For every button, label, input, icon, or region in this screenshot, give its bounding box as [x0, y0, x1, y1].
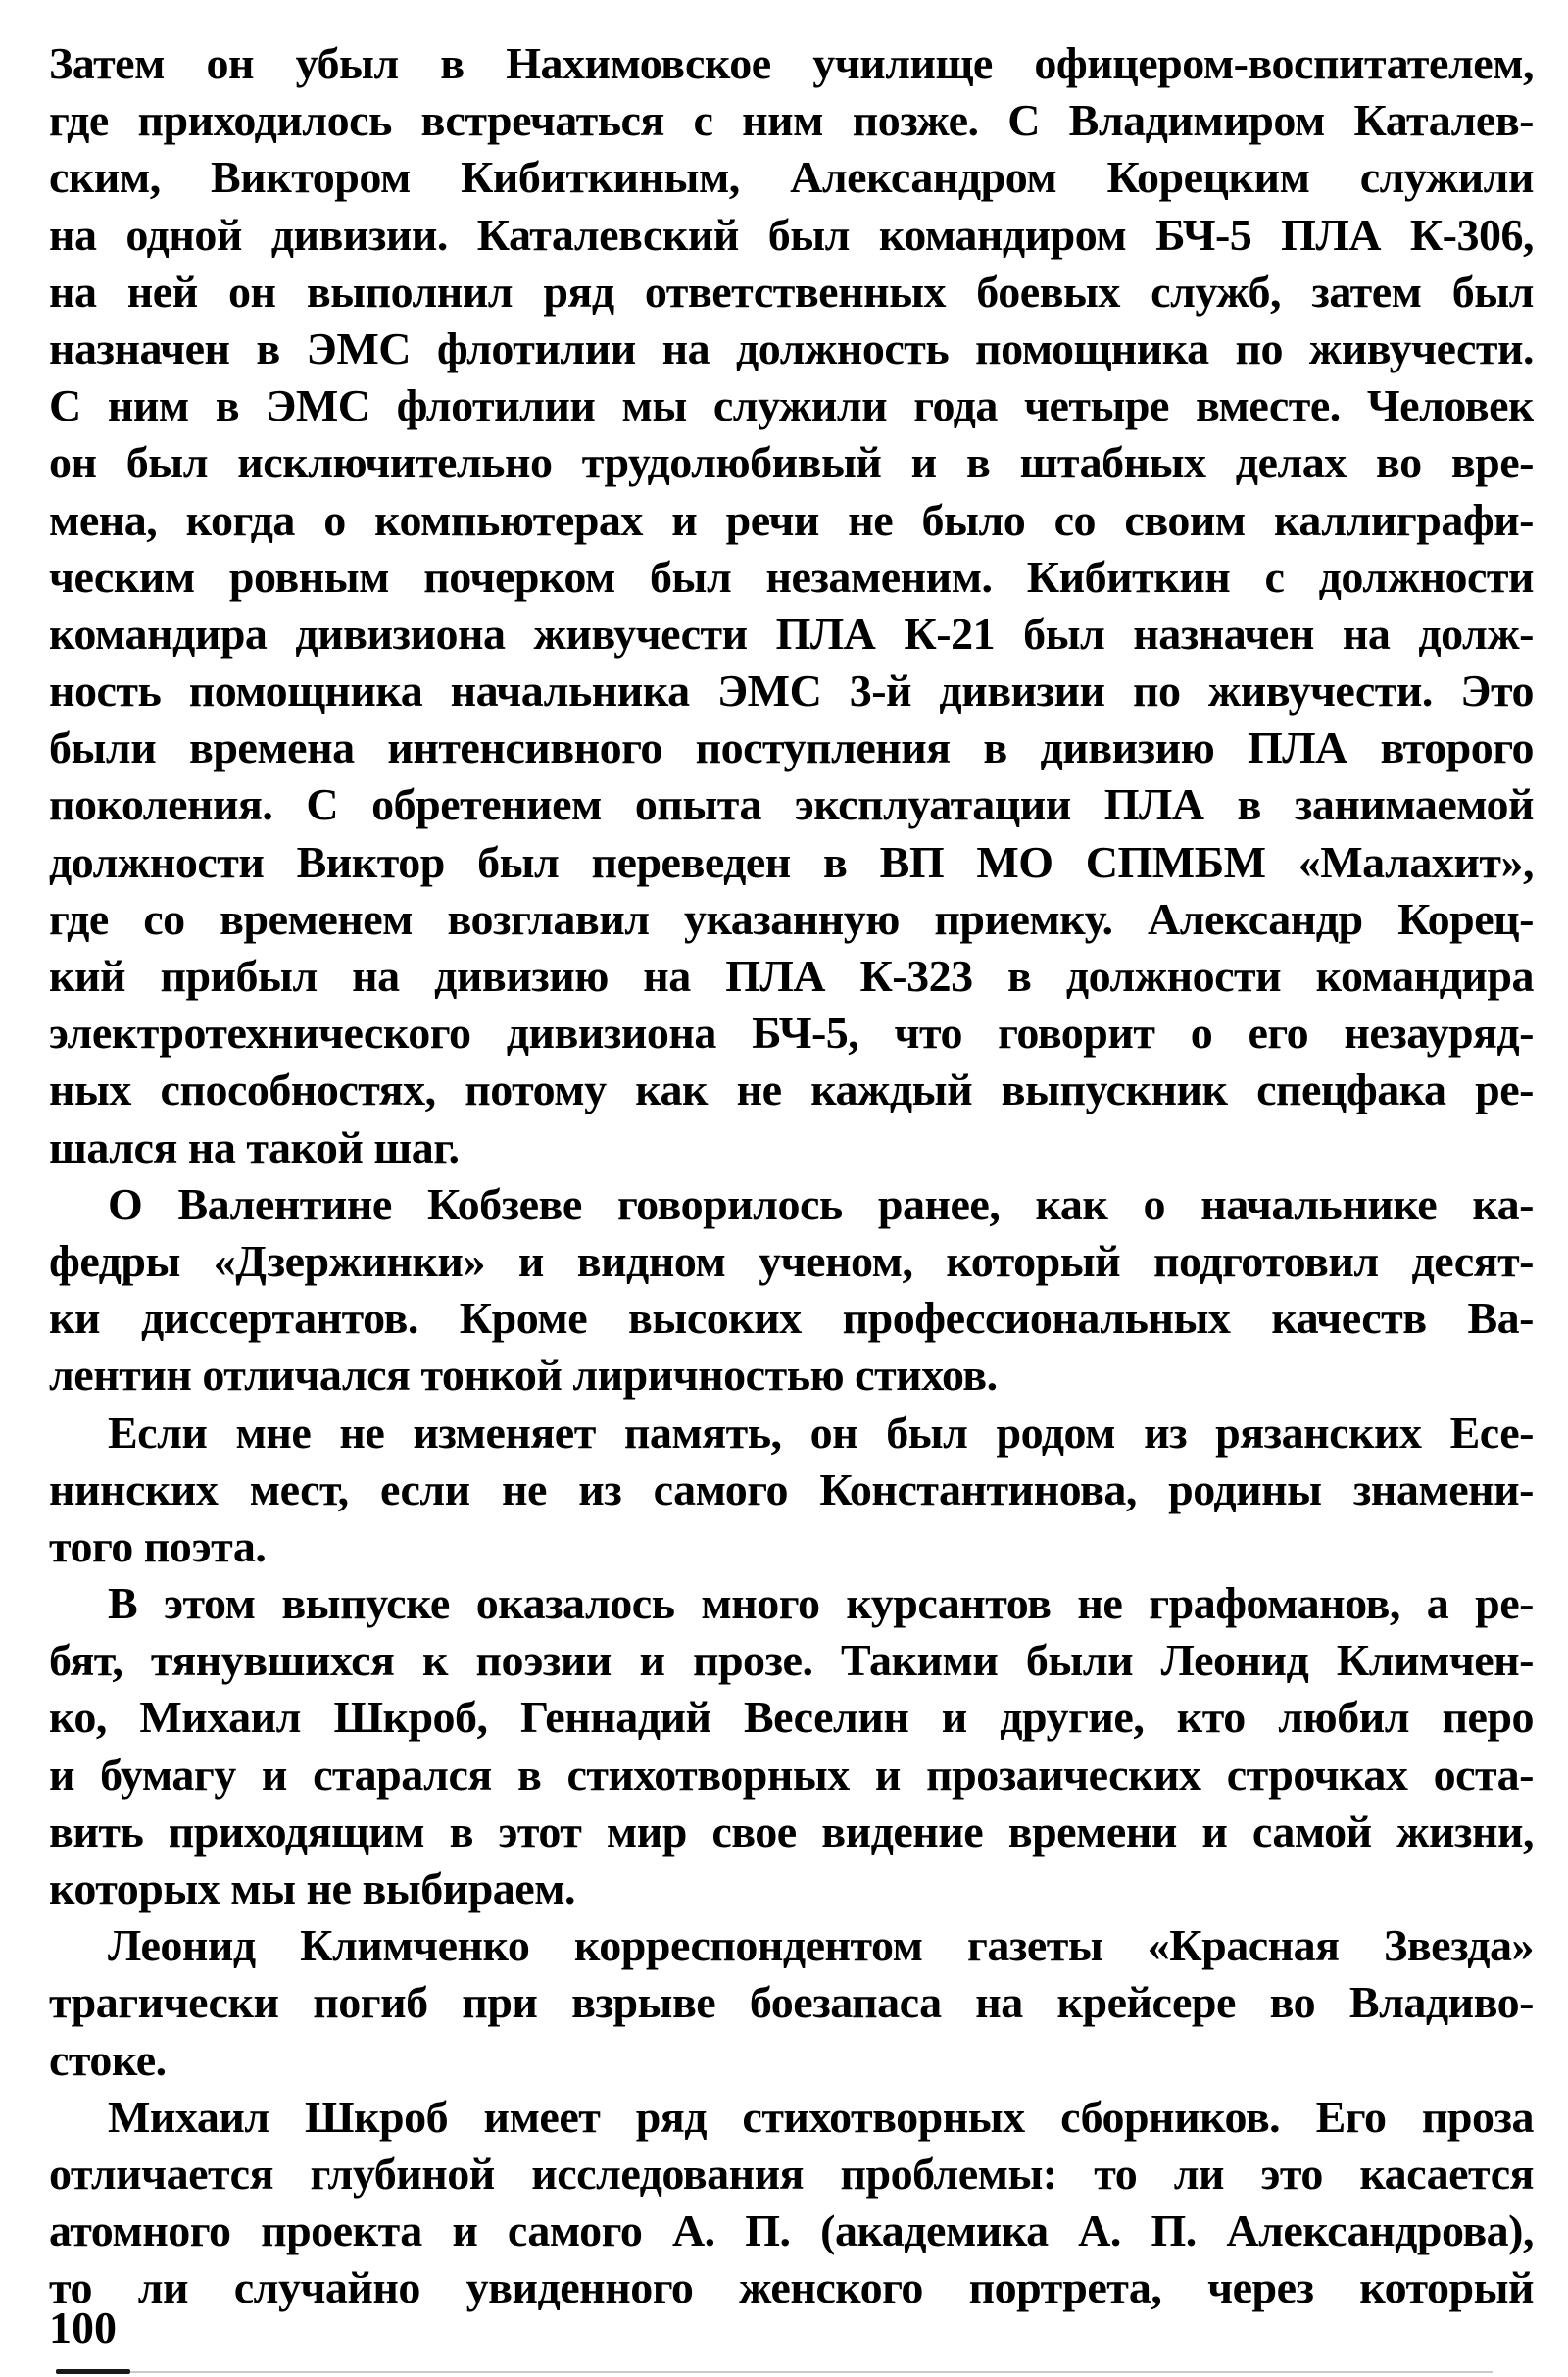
text-line: ским, Виктором Кибиткиным, Александром Корецким служили	[49, 152, 1534, 203]
paragraph	[49, 1405, 1534, 1576]
scan-artifact-line	[130, 2371, 1493, 2373]
text-line: ко, Михаил Шкроб, Геннадий Веселин и другие, кто любил перо	[49, 1692, 1534, 1743]
text-line: поколения. С обретением опыта эксплуатации ПЛА в занимаемой	[49, 779, 1534, 830]
text-line: С ним в ЭМС флотилии мы служили года четыре вместе. Человек	[49, 380, 1534, 431]
text-line: стоке.	[49, 2034, 167, 2085]
text-line: назначен в ЭМС флотилии на должность помощника по живучести.	[49, 322, 1534, 373]
paragraph	[49, 1176, 1534, 1405]
text-line: того поэта.	[49, 1520, 267, 1571]
text-line: федры «Дзержинки» и видном ученом, который подготовил десят-	[49, 1235, 1534, 1286]
text-line: Затем он убыл в Нахимовское училище офицером-воспитателем,	[49, 38, 1534, 88]
paragraph	[49, 2089, 1534, 2317]
text-line: Леонид Климченко корреспондентом газеты «Красная Звезда»	[108, 1920, 1534, 1971]
text-line: кий прибыл на дивизию на ПЛА К-323 в должности командира	[49, 951, 1534, 1001]
text-line: отличается глубиной исследования проблемы: то ли это касается	[49, 2148, 1534, 2199]
text-line: которых мы не выбираем.	[49, 1863, 576, 1913]
text-line: вить приходящим в этот мир свое видение времени и самой жизни,	[49, 1806, 1534, 1857]
text-line: Если мне не изменяет память, он был родом из рязанских Есе-	[108, 1407, 1534, 1458]
text-line: электротехнического дивизиона БЧ-5, что говорит о его незауряд-	[49, 1008, 1534, 1059]
text-line: где приходилось встречаться с ним позже. С Владимиром Каталев-	[49, 95, 1534, 146]
text-line: О Валентине Кобзеве говорилось ранее, как о начальнике ка-	[108, 1178, 1534, 1229]
paragraph	[49, 35, 1534, 1176]
text-line: мена, когда о компьютерах и речи не было со своим каллиграфи-	[49, 494, 1534, 545]
text-line: ных способностях, потому как не каждый выпускник спецфака ре-	[49, 1065, 1534, 1115]
text-line: на ней он выполнил ряд ответственных боевых служб, затем был	[49, 266, 1534, 317]
text-line: Михаил Шкроб имеет ряд стихотворных сборников. Его проза	[108, 2091, 1534, 2142]
text-line: нинских мест, если не из самого Константинова, родины знамени-	[49, 1463, 1534, 1514]
text-line: атомного проекта и самого А. П. (академика А. П. Александрова),	[49, 2205, 1534, 2256]
paragraph	[49, 1575, 1534, 1917]
text-line: где со временем возглавил указанную приемку. Александр Корец-	[49, 893, 1534, 944]
text-line: бят, тянувшихся к поэзии и прозе. Такими были Леонид Климчен-	[49, 1635, 1534, 1686]
text-line: на одной дивизии. Каталевский был командиром БЧ-5 ПЛА К-306,	[49, 209, 1534, 260]
text-line: должности Виктор был переведен в ВП МО СПМБМ «Малахит»,	[49, 836, 1534, 887]
text-line: лентин отличался тонкой лиричностью стихов.	[49, 1350, 998, 1401]
text-line: ческим ровным почерком был незаменим. Кибиткин с должности	[49, 551, 1534, 602]
text-line: шался на такой шаг.	[49, 1121, 460, 1172]
text-line: были времена интенсивного поступления в дивизию ПЛА второго	[49, 722, 1534, 773]
page-number: 100	[49, 2303, 117, 2352]
text-line: ки диссертантов. Кроме высоких профессиональных качеств Ва-	[49, 1293, 1534, 1344]
text-line: В этом выпуске оказалось много курсантов не графоманов, а ре-	[108, 1578, 1534, 1629]
text-line: он был исключительно трудолюбивый и в штабных делах во вре-	[49, 437, 1534, 488]
text-line: и бумагу и старался в стихотворных и прозаических строчках оста-	[49, 1749, 1534, 1800]
text-line: командира дивизиона живучести ПЛА К-21 был назначен на долж-	[49, 608, 1534, 659]
text-block	[49, 35, 1534, 2317]
scan-artifact-mark	[56, 2369, 130, 2374]
text-line: то ли случайно увиденного женского портрета, через который	[49, 2262, 1534, 2313]
text-line: ность помощника начальника ЭМС 3-й дивизии по живучести. Это	[49, 666, 1534, 717]
text-line: трагически погиб при взрыве боезапаса на крейсере во Владиво-	[49, 1977, 1534, 2028]
paragraph	[49, 1917, 1534, 2089]
